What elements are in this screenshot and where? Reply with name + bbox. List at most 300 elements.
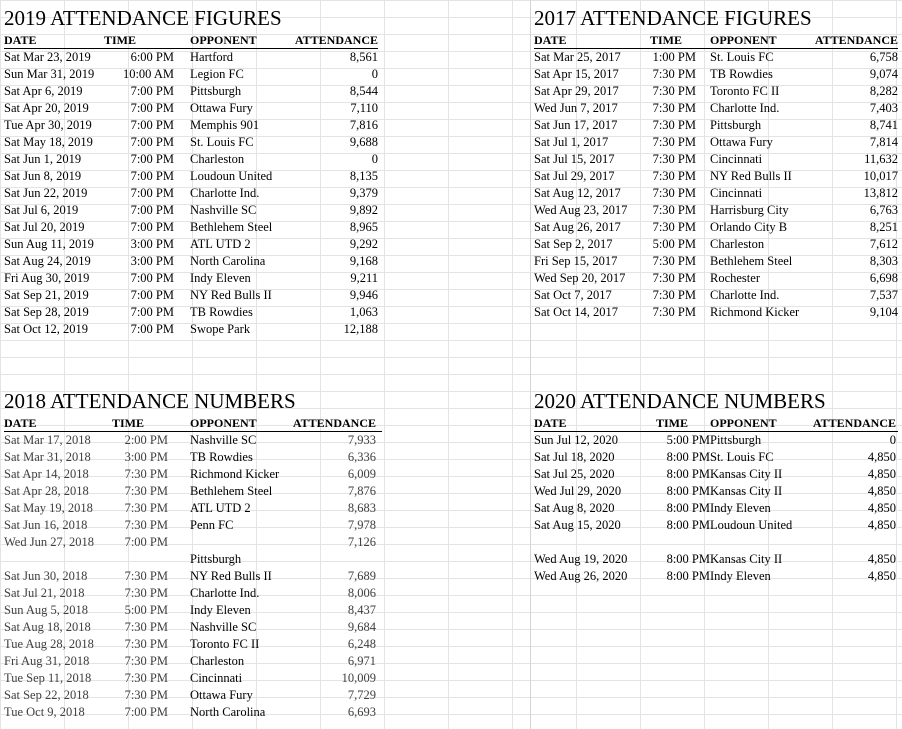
cell-date: Fri Sep 15, 2017 (534, 254, 618, 268)
cell-time: 8:00 PM (666, 450, 710, 464)
cell-opponent: Pittsburgh (710, 118, 762, 132)
cell-attendance: 0 (889, 433, 896, 447)
cell-opponent: Cincinnati (710, 186, 763, 200)
table-row (534, 185, 898, 202)
cell-attendance: 8,303 (869, 254, 898, 268)
cell-opponent: Kansas City II (710, 552, 783, 566)
cell-opponent: Bethlehem Steel (710, 254, 793, 268)
cell-time: 7:30 PM (652, 101, 696, 115)
cell-opponent: St. Louis FC (190, 135, 254, 149)
table-row (534, 551, 898, 568)
cell-attendance: 4,850 (867, 569, 896, 583)
table-row (534, 483, 898, 500)
cell-date: Tue Apr 30, 2019 (4, 118, 92, 132)
cell-attendance: 1,063 (349, 305, 378, 319)
cell-time: 10:00 AM (122, 67, 174, 81)
table-header (534, 415, 898, 432)
cell-attendance: 10,017 (863, 169, 898, 183)
cell-opponent: Ottawa Fury (190, 688, 253, 702)
cell-opponent: Charlotte Ind. (190, 586, 260, 600)
table-row (4, 321, 378, 338)
cell-attendance: 7,403 (869, 101, 898, 115)
table-row (4, 517, 382, 534)
cell-date: Sat Jul 6, 2019 (4, 203, 79, 217)
cell-attendance: 11,632 (864, 152, 898, 166)
cell-time: 8:00 PM (666, 501, 710, 515)
attendance-2020-title: 2020 ATTENDANCE NUMBERS (534, 389, 826, 413)
cell-time: 7:30 PM (124, 586, 168, 600)
table-row (534, 236, 898, 253)
cell-opponent: Legion FC (190, 67, 244, 81)
cell-time: 7:30 PM (652, 254, 696, 268)
cell-attendance: 8,544 (349, 84, 378, 98)
cell-attendance: 7,816 (349, 118, 378, 132)
header-date: DATE (534, 416, 567, 430)
cell-date: Sat Jul 21, 2018 (4, 586, 85, 600)
table-row (534, 49, 898, 66)
cell-attendance: 7,933 (347, 433, 376, 447)
cell-time: 8:00 PM (666, 569, 710, 583)
cell-attendance: 4,850 (867, 450, 896, 464)
cell-time: 7:30 PM (652, 118, 696, 132)
cell-attendance: 8,006 (347, 586, 376, 600)
cell-attendance: 0 (371, 152, 378, 166)
cell-time: 7:00 PM (130, 271, 174, 285)
cell-date: Sat Jul 15, 2017 (534, 152, 615, 166)
cell-time: 7:30 PM (124, 467, 168, 481)
header-date: DATE (4, 33, 37, 47)
table-row (4, 219, 378, 236)
cell-date: Sat Sep 28, 2019 (4, 305, 89, 319)
cell-opponent: Bethlehem Steel (190, 220, 273, 234)
cell-opponent: Kansas City II (710, 484, 783, 498)
cell-time: 7:30 PM (652, 203, 696, 217)
cell-attendance: 8,965 (349, 220, 378, 234)
cell-time: 8:00 PM (666, 518, 710, 532)
cell-time: 2:00 PM (124, 433, 168, 447)
table-row (4, 704, 382, 721)
header-time: TIME (112, 416, 145, 430)
cell-date: Sat Aug 18, 2018 (4, 620, 91, 634)
cell-time: 7:30 PM (124, 569, 168, 583)
table-row (534, 500, 898, 517)
cell-time: 7:30 PM (652, 186, 696, 200)
table-row (4, 83, 378, 100)
table-row (4, 670, 382, 687)
cell-opponent: Ottawa Fury (190, 101, 253, 115)
cell-date: Sun Aug 11, 2019 (4, 237, 94, 251)
table-row (4, 500, 382, 517)
header-time: TIME (104, 33, 137, 47)
cell-time: 7:30 PM (652, 67, 696, 81)
attendance-2019-title: 2019 ATTENDANCE FIGURES (4, 6, 282, 30)
cell-time: 7:00 PM (130, 169, 174, 183)
cell-attendance: 4,850 (867, 552, 896, 566)
table-row (4, 432, 382, 449)
table-row (4, 236, 378, 253)
cell-time: 7:00 PM (130, 322, 174, 336)
cell-date: Sat Apr 14, 2018 (4, 467, 89, 481)
cell-attendance: 8,561 (349, 50, 378, 64)
cell-opponent: Loudoun United (710, 518, 793, 532)
cell-time: 3:00 PM (124, 450, 168, 464)
table-row (534, 304, 898, 321)
cell-date: Sat Aug 8, 2020 (534, 501, 615, 515)
cell-time: 7:30 PM (652, 152, 696, 166)
table-row (534, 100, 898, 117)
cell-date: Sat Oct 7, 2017 (534, 288, 612, 302)
cell-date: Tue Aug 28, 2018 (4, 637, 94, 651)
cell-attendance: 9,104 (869, 305, 898, 319)
cell-opponent: TB Rowdies (190, 305, 253, 319)
cell-attendance: 7,537 (869, 288, 898, 302)
cell-date: Sun Mar 31, 2019 (4, 67, 95, 81)
cell-date: Sat Jun 22, 2019 (4, 186, 88, 200)
cell-attendance: 9,379 (349, 186, 378, 200)
cell-time: 8:00 PM (666, 484, 710, 498)
cell-opponent: Indy Eleven (190, 271, 251, 285)
table-row (4, 117, 378, 134)
cell-time: 7:30 PM (124, 484, 168, 498)
cell-attendance: 8,683 (347, 501, 376, 515)
cell-date: Sat Mar 31, 2018 (4, 450, 91, 464)
cell-attendance: 4,850 (867, 484, 896, 498)
cell-opponent: Harrisburg City (710, 203, 789, 217)
cell-attendance: 6,336 (347, 450, 376, 464)
header-opponent: OPPONENT (190, 33, 257, 47)
table-row (534, 534, 898, 551)
cell-opponent: NY Red Bulls II (710, 169, 792, 183)
cell-date: Sat Apr 15, 2017 (534, 67, 619, 81)
cell-attendance: 8,437 (347, 603, 376, 617)
table-row (4, 636, 382, 653)
table-row (4, 185, 378, 202)
cell-time: 7:00 PM (130, 135, 174, 149)
cell-opponent: Charlotte Ind. (710, 288, 780, 302)
attendance-2019-block (4, 6, 378, 338)
table-row (4, 534, 382, 568)
cell-opponent: Charlotte Ind. (710, 101, 780, 115)
cell-date: Fri Aug 30, 2019 (4, 271, 90, 285)
cell-opponent: ATL UTD 2 (190, 501, 251, 515)
cell-opponent: Penn FC (190, 518, 234, 532)
header-time: TIME (650, 33, 683, 47)
cell-opponent: St. Louis FC (710, 50, 774, 64)
cell-date: Sat Oct 12, 2019 (4, 322, 89, 336)
cell-date: Sat Apr 6, 2019 (4, 84, 83, 98)
cell-opponent: Bethlehem Steel (190, 484, 273, 498)
table-row (534, 466, 898, 483)
cell-attendance: 0 (371, 67, 378, 81)
cell-attendance: 7,110 (350, 101, 378, 115)
header-attendance: ATTENDANCE (814, 33, 898, 47)
cell-time: 7:30 PM (652, 271, 696, 285)
table-header (4, 415, 382, 432)
table-row (534, 117, 898, 134)
cell-attendance: 13,812 (863, 186, 898, 200)
cell-attendance: 6,698 (869, 271, 898, 285)
table-row (4, 304, 378, 321)
cell-time: 7:00 PM (130, 305, 174, 319)
cell-opponent: Richmond Kicker (190, 467, 280, 481)
cell-opponent: Charleston (710, 237, 765, 251)
table-row (4, 568, 382, 585)
cell-opponent: Loudoun United (190, 169, 273, 183)
cell-opponent: Toronto FC II (710, 84, 780, 98)
cell-time: 8:00 PM (666, 467, 710, 481)
cell-date: Sat Jul 25, 2020 (534, 467, 615, 481)
cell-attendance: 7,876 (347, 484, 376, 498)
table-row (534, 270, 898, 287)
table-row (4, 619, 382, 636)
attendance-2018-title: 2018 ATTENDANCE NUMBERS (4, 389, 296, 413)
cell-date: Sat Aug 26, 2017 (534, 220, 621, 234)
cell-attendance: 7,689 (347, 569, 376, 583)
cell-time: 7:30 PM (124, 671, 168, 685)
cell-attendance: 7,612 (869, 237, 898, 251)
cell-date: Sat Jun 8, 2019 (4, 169, 82, 183)
cell-date: Wed Aug 26, 2020 (534, 569, 628, 583)
cell-date: Sat Aug 15, 2020 (534, 518, 621, 532)
cell-attendance: 9,684 (347, 620, 376, 634)
header-opponent: OPPONENT (710, 416, 777, 430)
table-row (4, 687, 382, 704)
cell-opponent: Cincinnati (710, 152, 763, 166)
cell-attendance: 9,168 (349, 254, 378, 268)
cell-attendance: 9,688 (349, 135, 378, 149)
cell-opponent: Richmond Kicker (710, 305, 800, 319)
cell-date: Sat Jul 29, 2017 (534, 169, 615, 183)
cell-date: Wed Aug 19, 2020 (534, 552, 628, 566)
cell-time: 7:30 PM (124, 620, 168, 634)
cell-date: Sat Sep 2, 2017 (534, 237, 613, 251)
cell-time: 7:30 PM (124, 637, 168, 651)
cell-time: 7:30 PM (652, 169, 696, 183)
cell-time: 7:30 PM (124, 518, 168, 532)
cell-date: Sat Jun 16, 2018 (4, 518, 88, 532)
header-date: DATE (534, 33, 567, 47)
table-header (534, 32, 898, 49)
table-row (4, 151, 378, 168)
cell-time: 7:30 PM (124, 501, 168, 515)
cell-date: Wed Jun 27, 2018 (4, 535, 94, 549)
cell-opponent: Charleston (190, 654, 245, 668)
cell-opponent: Nashville SC (190, 203, 257, 217)
table-row (4, 602, 382, 619)
cell-opponent: Charlotte Ind. (190, 186, 260, 200)
cell-opponent: Charleston (190, 152, 245, 166)
cell-date: Fri Aug 31, 2018 (4, 654, 90, 668)
column-divider (530, 0, 531, 729)
cell-date: Sat Aug 24, 2019 (4, 254, 91, 268)
cell-date: Sat Apr 29, 2017 (534, 84, 619, 98)
cell-opponent: North Carolina (190, 254, 266, 268)
header-opponent: OPPONENT (710, 33, 777, 47)
header-attendance: ATTENDANCE (294, 33, 378, 47)
cell-attendance: 9,074 (869, 67, 898, 81)
cell-opponent: Kansas City II (710, 467, 783, 481)
cell-time: 7:30 PM (124, 688, 168, 702)
table-row (534, 287, 898, 304)
table-row (4, 100, 378, 117)
table-row (4, 287, 378, 304)
cell-time: 7:30 PM (652, 135, 696, 149)
cell-date: Sat Sep 22, 2018 (4, 688, 89, 702)
cell-time: 5:00 PM (652, 237, 696, 251)
table-row (534, 202, 898, 219)
cell-date: Wed Jul 29, 2020 (534, 484, 622, 498)
cell-opponent: Ottawa Fury (710, 135, 773, 149)
table-header (4, 32, 378, 49)
cell-date: Sat Jul 1, 2017 (534, 135, 609, 149)
cell-attendance: 9,892 (349, 203, 378, 217)
table-row (534, 83, 898, 100)
cell-time: 7:30 PM (652, 288, 696, 302)
cell-opponent: Cincinnati (190, 671, 243, 685)
header-attendance: ATTENDANCE (812, 416, 896, 430)
cell-date: Tue Oct 9, 2018 (4, 705, 85, 719)
cell-date: Wed Jun 7, 2017 (534, 101, 618, 115)
attendance-2017-title: 2017 ATTENDANCE FIGURES (534, 6, 812, 30)
cell-time: 7:00 PM (130, 186, 174, 200)
cell-attendance: 9,292 (349, 237, 378, 251)
cell-attendance: 7,729 (347, 688, 376, 702)
table-row (4, 653, 382, 670)
attendance-2020-block (534, 389, 898, 585)
cell-attendance: 12,188 (343, 322, 378, 336)
table-row (534, 449, 898, 466)
cell-attendance: 7,978 (347, 518, 376, 532)
cell-opponent: Indy Eleven (710, 569, 771, 583)
cell-date: Sat May 19, 2018 (4, 501, 93, 515)
table-row (4, 49, 378, 66)
cell-date: Sat Jun 17, 2017 (534, 118, 618, 132)
table-row (4, 466, 382, 483)
header-attendance: ATTENDANCE (292, 416, 376, 430)
cell-time: 7:30 PM (124, 654, 168, 668)
table-row (4, 202, 378, 219)
cell-attendance: 6,248 (347, 637, 376, 651)
cell-time: 7:30 PM (652, 220, 696, 234)
cell-opponent: NY Red Bulls II (190, 569, 272, 583)
cell-time: 7:00 PM (130, 220, 174, 234)
cell-date: Sun Jul 12, 2020 (534, 433, 619, 447)
cell-date: Wed Sep 20, 2017 (534, 271, 626, 285)
cell-opponent: Rochester (710, 271, 760, 285)
cell-opponent: ATL UTD 2 (190, 237, 251, 251)
cell-time: 7:30 PM (652, 305, 696, 319)
cell-date: Sat Sep 21, 2019 (4, 288, 89, 302)
cell-date: Sat Jul 20, 2019 (4, 220, 85, 234)
cell-time: 7:00 PM (130, 118, 174, 132)
cell-time: 3:00 PM (130, 237, 174, 251)
cell-date: Sat Mar 17, 2018 (4, 433, 91, 447)
cell-opponent: TB Rowdies (710, 67, 773, 81)
cell-date: Tue Sep 11, 2018 (4, 671, 92, 685)
cell-time: 7:00 PM (130, 152, 174, 166)
cell-opponent: Nashville SC (190, 620, 257, 634)
cell-opponent: NY Red Bulls II (190, 288, 272, 302)
cell-date: Sat Oct 14, 2017 (534, 305, 619, 319)
table-row (534, 168, 898, 185)
cell-date: Sat Jul 18, 2020 (534, 450, 615, 464)
cell-attendance: 7,126 (347, 535, 376, 549)
cell-date: Sun Aug 5, 2018 (4, 603, 89, 617)
cell-date: Sat Mar 23, 2019 (4, 50, 91, 64)
cell-attendance: 9,946 (349, 288, 378, 302)
cell-time: 7:00 PM (130, 101, 174, 115)
cell-opponent: St. Louis FC (710, 450, 774, 464)
cell-opponent: Indy Eleven (190, 603, 251, 617)
cell-attendance: 8,135 (349, 169, 378, 183)
cell-attendance: 4,850 (867, 467, 896, 481)
cell-opponent: Nashville SC (190, 433, 257, 447)
cell-attendance: 6,971 (347, 654, 376, 668)
cell-time: 8:00 PM (666, 552, 710, 566)
table-row (534, 219, 898, 236)
cell-time: 7:00 PM (124, 535, 168, 549)
cell-opponent: TB Rowdies (190, 450, 253, 464)
attendance-2018-block (4, 389, 382, 721)
cell-date: Sat Mar 25, 2017 (534, 50, 621, 64)
cell-attendance: 6,009 (347, 467, 376, 481)
cell-attendance: 6,763 (869, 203, 898, 217)
table-row (4, 168, 378, 185)
cell-attendance: 9,211 (350, 271, 378, 285)
cell-opponent: Pittsburgh (710, 433, 762, 447)
cell-attendance: 7,814 (869, 135, 898, 149)
cell-opponent: Indy Eleven (710, 501, 771, 515)
table-row (4, 270, 378, 287)
header-opponent: OPPONENT (190, 416, 257, 430)
attendance-2017-block (534, 6, 898, 321)
table-row (4, 253, 378, 270)
cell-opponent: Hartford (190, 50, 234, 64)
cell-attendance: 8,741 (869, 118, 898, 132)
cell-time: 7:30 PM (652, 84, 696, 98)
cell-date: Sat Jun 30, 2018 (4, 569, 88, 583)
cell-opponent: North Carolina (190, 705, 266, 719)
cell-date: Sat Aug 12, 2017 (534, 186, 621, 200)
table-row (534, 253, 898, 270)
cell-attendance: 6,758 (869, 50, 898, 64)
cell-opponent: Toronto FC II (190, 637, 260, 651)
cell-attendance: 8,282 (869, 84, 898, 98)
cell-date: Sat Jun 1, 2019 (4, 152, 82, 166)
header-date: DATE (4, 416, 37, 430)
table-row (534, 151, 898, 168)
table-row (4, 449, 382, 466)
cell-time: 7:00 PM (130, 84, 174, 98)
cell-attendance: 8,251 (869, 220, 898, 234)
cell-opponent: Pittsburgh (190, 84, 242, 98)
cell-time: 3:00 PM (130, 254, 174, 268)
cell-opponent: Memphis 901 (190, 118, 260, 132)
cell-opponent: Orlando City B (710, 220, 788, 234)
table-row (4, 585, 382, 602)
cell-date: Wed Aug 23, 2017 (534, 203, 628, 217)
table-row (534, 134, 898, 151)
cell-time: 7:00 PM (130, 288, 174, 302)
table-row (4, 134, 378, 151)
cell-opponent: Swope Park (190, 322, 251, 336)
cell-attendance: 6,693 (347, 705, 376, 719)
table-row (534, 432, 898, 449)
table-row (4, 483, 382, 500)
cell-time: 5:00 PM (666, 433, 710, 447)
cell-time: 6:00 PM (130, 50, 174, 64)
cell-time: 7:00 PM (130, 203, 174, 217)
